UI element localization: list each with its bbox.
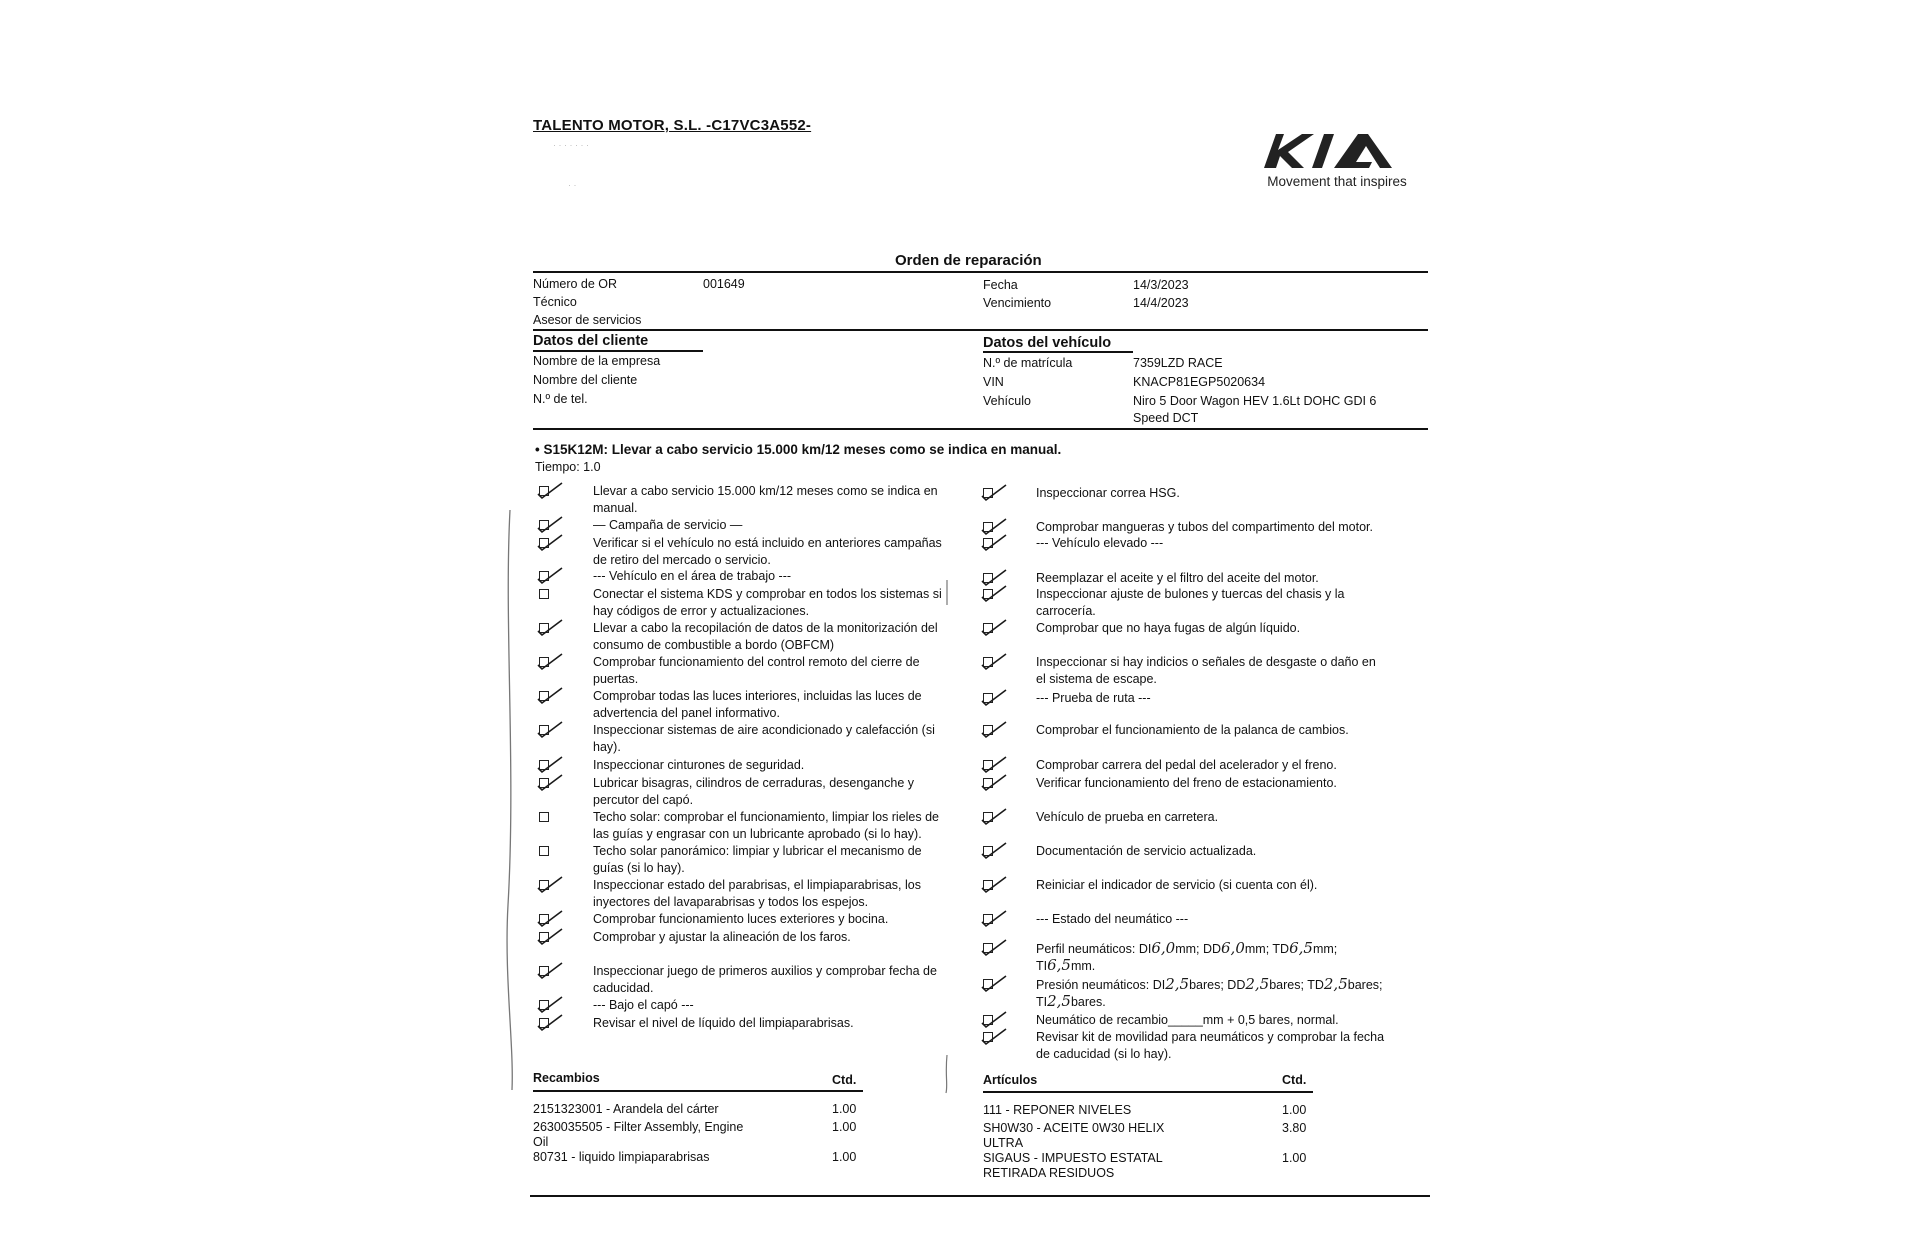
left-task-item-line: Revisar el nivel de líquido del limpiaparabrisas. (593, 1016, 854, 1030)
articulo-description: SIGAUS - IMPUESTO ESTATAL (983, 1151, 1163, 1165)
check-mark-icon (536, 480, 566, 502)
check-mark-icon (980, 937, 1010, 959)
check-mark-icon (536, 1012, 566, 1034)
right-task-item (1036, 690, 1401, 707)
right-task-checkbox[interactable] (980, 651, 1010, 673)
left-task-item (593, 722, 958, 755)
right-task-checkbox[interactable] (980, 806, 1010, 828)
check-mark-icon (980, 532, 1010, 554)
left-task-checkbox[interactable] (536, 583, 566, 605)
matricula-label: N.º de matrícula (983, 356, 1073, 370)
left-task-checkbox[interactable] (536, 874, 566, 896)
tecnico-label: Técnico (533, 295, 577, 309)
right-task-item-line: Inspeccionar ajuste de bulones y tuercas del chasis y la (1036, 587, 1345, 601)
right-task-item (1036, 519, 1401, 536)
right-task-item (1036, 911, 1401, 928)
matricula-value: 7359LZD RACE (1133, 356, 1223, 370)
left-task-item-line: advertencia del panel informativo. (593, 705, 780, 720)
right-task-item (1036, 877, 1401, 894)
left-task-checkbox[interactable] (536, 772, 566, 794)
right-task-item-line: Inspeccionar correa HSG. (1036, 486, 1180, 500)
perfil-line: Perfil neumáticos: DI6,0mm; DD6,0mm; TD6,5mm; (1036, 939, 1338, 957)
kit-line-2: de caducidad (si lo hay). (1036, 1047, 1172, 1061)
margin-line-icon (942, 575, 952, 1095)
right-task-item-line: carrocería. (1036, 603, 1096, 618)
left-task-item (593, 568, 958, 585)
check-mark-icon (980, 1026, 1010, 1048)
brand-slogan: Movement that inspires (1267, 174, 1407, 189)
left-task-item-line: guías (si lo hay). (593, 860, 685, 875)
check-mark-icon (980, 874, 1010, 896)
checkbox-box-icon (539, 589, 549, 599)
faded-text: · · · · · · · (553, 140, 589, 150)
tel-label: N.º de tel. (533, 392, 588, 406)
checkbox-box-icon (539, 846, 549, 856)
articulo-description: ULTRA (983, 1136, 1024, 1150)
asesor-label: Asesor de servicios (533, 313, 642, 327)
recambio-qty: 1.00 (832, 1120, 857, 1134)
vehiculo-heading: Datos del vehículo (983, 335, 1112, 351)
right-task-item (1036, 809, 1401, 826)
check-mark-icon (980, 651, 1010, 673)
left-task-item-line: percutor del capó. (593, 792, 694, 807)
left-task-item (593, 929, 958, 946)
right-task-checkbox[interactable] (980, 482, 1010, 504)
left-task-item-line: de retiro del mercado o servicio. (593, 552, 771, 567)
fecha-label: Fecha (983, 278, 1018, 292)
recambio-description: 2151323001 - Arandela del cárter (533, 1102, 719, 1116)
check-mark-icon (980, 908, 1010, 930)
document-title: Orden de reparación (895, 252, 1042, 269)
perfil-line-2: TI6,5mm. (1036, 956, 1096, 974)
check-mark-icon (980, 617, 1010, 639)
left-task-checkbox[interactable] (536, 532, 566, 554)
left-task-item-line: Comprobar funcionamiento del control remoto del cierre de (593, 655, 920, 669)
articulo-description: SH0W30 - ACEITE 0W30 HELIX (983, 1121, 1165, 1135)
left-task-item-line: --- Vehículo en el área de trabajo --- (593, 569, 792, 583)
left-task-item-line: puertas. (593, 671, 639, 686)
vin-value: KNACP81EGP5020634 (1133, 375, 1266, 389)
recambio-description: Oil (533, 1135, 549, 1149)
check-mark-icon (980, 719, 1010, 741)
left-task-item (593, 620, 958, 653)
vehiculo-value-2: Speed DCT (1133, 411, 1199, 425)
check-mark-icon (980, 806, 1010, 828)
articulo-row (983, 1121, 1223, 1151)
left-task-item (593, 757, 958, 774)
left-task-checkbox[interactable] (536, 926, 566, 948)
right-task-item (1036, 485, 1401, 502)
check-mark-icon (980, 772, 1010, 794)
recambios-qty-heading: Ctd. (832, 1073, 857, 1087)
right-task-item-line: --- Vehículo elevado --- (1036, 536, 1164, 550)
presion-line-2: TI2,5bares. (1036, 992, 1106, 1010)
left-task-checkbox[interactable] (536, 719, 566, 741)
left-task-item-line: Inspeccionar estado del parabrisas, el limpiaparabrisas, los (593, 878, 921, 892)
perfil-di-value: 6,0 (1151, 939, 1176, 957)
right-task-checkbox[interactable] (980, 772, 1010, 794)
left-task-item-line: Inspeccionar cinturones de seguridad. (593, 758, 805, 772)
right-task-item-line: Documentación de servicio actualizada. (1036, 844, 1257, 858)
left-task-item-line: Verificar si el vehículo no está incluido en anteriores campañas (593, 536, 942, 550)
kia-logo-icon (1262, 128, 1412, 172)
articulo-qty: 1.00 (1282, 1151, 1307, 1165)
check-mark-icon (536, 532, 566, 554)
recambio-description: 80731 - liquido limpiaparabrisas (533, 1150, 710, 1164)
left-task-checkbox[interactable] (536, 960, 566, 982)
check-mark-icon (980, 840, 1010, 862)
check-mark-icon (980, 583, 1010, 605)
left-task-item-line: Llevar a cabo servicio 15.000 km/12 meses como se indica en (593, 484, 938, 498)
left-task-checkbox[interactable] (536, 480, 566, 502)
right-task-item (1036, 775, 1401, 792)
left-task-item-line: — Campaña de servicio — (593, 518, 743, 532)
perfil-dd-value: 6,0 (1221, 939, 1245, 957)
left-task-item-line: inyectores del lavaparabrisas y todos los espejos. (593, 894, 869, 909)
empresa-label: Nombre de la empresa (533, 354, 661, 368)
left-task-item (593, 586, 958, 619)
check-mark-icon (536, 960, 566, 982)
left-task-item-line: consumo de combustible a bordo (OBFCM) (593, 637, 835, 652)
right-task-item-line: --- Estado del neumático --- (1036, 912, 1189, 926)
right-task-checkbox[interactable] (980, 532, 1010, 554)
check-mark-icon (536, 685, 566, 707)
left-task-item-line: hay códigos de error y actualizaciones. (593, 603, 810, 618)
presion-line: Presión neumáticos: DI2,5bares; DD2,5bares; TD2,5bares; (1036, 975, 1383, 993)
left-task-checkbox[interactable] (536, 685, 566, 707)
left-task-item-line: Techo solar: comprobar el funcionamiento, limpiar los rieles de (593, 810, 939, 824)
perfil-td-value: 6,5 (1289, 939, 1313, 957)
recambio-description: 2630035505 - Filter Assembly, Engine (533, 1120, 744, 1134)
left-task-item (593, 911, 958, 928)
left-task-item (593, 483, 958, 516)
right-task-checkbox[interactable] (980, 583, 1010, 605)
presion-dd-value: 2,5 (1245, 975, 1270, 993)
cliente-heading: Datos del cliente (533, 333, 649, 349)
right-task-checkbox[interactable] (980, 617, 1010, 639)
right-task-item-line: Vehículo de prueba en carretera. (1036, 810, 1219, 824)
right-task-item (1036, 757, 1401, 774)
right-task-item-line: --- Prueba de ruta --- (1036, 691, 1151, 705)
right-task-item-line: el sistema de escape. (1036, 671, 1157, 686)
recambio-row (533, 1120, 773, 1150)
right-task-item-line: Inspeccionar si hay indicios o señales de desgaste o daño en (1036, 655, 1376, 669)
check-mark-icon (536, 926, 566, 948)
left-task-checkbox[interactable] (536, 651, 566, 673)
left-task-item-line: Lubricar bisagras, cilindros de cerraduras, desenganche y (593, 776, 915, 790)
vehiculo-value-1: Niro 5 Door Wagon HEV 1.6Lt DOHC GDI 6 (1133, 394, 1377, 408)
left-task-item (593, 963, 958, 996)
left-task-item (593, 775, 958, 808)
right-task-item (1036, 843, 1401, 860)
right-task-item-line: Comprobar que no haya fugas de algún líquido. (1036, 621, 1301, 635)
perfil-ti-value: 6,5 (1047, 956, 1071, 974)
left-task-checkbox[interactable] (536, 617, 566, 639)
vin-label: VIN (983, 375, 1004, 389)
right-task-item-line: Reiniciar el indicador de servicio (si cuenta con él). (1036, 878, 1318, 892)
kit-checkbox[interactable] (980, 1026, 1010, 1048)
or-value: 001649 (703, 277, 745, 291)
service-time: Tiempo: 1.0 (535, 460, 601, 474)
left-task-item (593, 654, 958, 687)
check-mark-icon (980, 482, 1010, 504)
vehiculo-label: Vehículo (983, 394, 1031, 408)
right-task-item (1036, 570, 1401, 587)
left-task-item-line: manual. (593, 500, 638, 515)
check-mark-icon (980, 687, 1010, 709)
cliente-label: Nombre del cliente (533, 373, 638, 387)
right-task-item-line: Reemplazar el aceite y el filtro del aceite del motor. (1036, 571, 1319, 585)
articulo-row (983, 1103, 1223, 1118)
left-task-checkbox[interactable] (536, 840, 566, 862)
right-task-checkbox[interactable] (980, 908, 1010, 930)
left-task-item-line: caducidad. (593, 980, 654, 995)
right-task-item (1036, 535, 1401, 552)
right-task-item (1036, 620, 1401, 637)
right-task-checkbox[interactable] (980, 874, 1010, 896)
left-task-item (593, 877, 958, 910)
left-task-item-line: Comprobar todas las luces interiores, incluidas las luces de (593, 689, 922, 703)
left-task-item (593, 843, 958, 876)
check-mark-icon (536, 772, 566, 794)
left-task-item-line: Inspeccionar sistemas de aire acondicionado y calefacción (si (593, 723, 935, 737)
left-task-item-line: Inspeccionar juego de primeros auxilios y comprobar fecha de (593, 964, 937, 978)
articulo-qty: 3.80 (1282, 1121, 1307, 1135)
check-mark-icon (536, 874, 566, 896)
left-task-checkbox[interactable] (536, 806, 566, 828)
recambio-row (533, 1102, 773, 1117)
left-task-item-line: hay). (593, 739, 621, 754)
right-task-item (1036, 654, 1401, 687)
recambio-qty: 1.00 (832, 1150, 857, 1164)
articulos-heading: Artículos (983, 1073, 1038, 1087)
left-task-item-line: --- Bajo el capó --- (593, 998, 694, 1012)
vencimiento-label: Vencimiento (983, 296, 1052, 310)
check-mark-icon (536, 719, 566, 741)
articulo-row (983, 1151, 1223, 1181)
left-task-item-line: Conectar el sistema KDS y comprobar en todos los sistemas si (593, 587, 942, 601)
left-task-item-line: Llevar a cabo la recopilación de datos de la monitorización del (593, 621, 938, 635)
left-task-checkbox[interactable] (536, 1012, 566, 1034)
margin-brace-icon (500, 505, 530, 1095)
recambios-heading: Recambios (533, 1071, 600, 1085)
left-task-item-line: Comprobar y ajustar la alineación de los faros. (593, 930, 851, 944)
left-task-item (593, 688, 958, 721)
left-task-item (593, 1015, 958, 1032)
articulo-description: 111 - REPONER NIVELES (983, 1103, 1132, 1117)
recambio-row (533, 1150, 773, 1165)
left-task-item (593, 535, 958, 568)
left-task-item-line: las guías y engrasar con un lubricante aprobado (si lo hay). (593, 826, 922, 841)
company-name: TALENTO MOTOR, S.L. -C17VC3A552- (533, 117, 812, 134)
right-task-checkbox[interactable] (980, 719, 1010, 741)
right-task-checkbox[interactable] (980, 687, 1010, 709)
presion-di-value: 2,5 (1165, 975, 1190, 993)
presion-td-value: 2,5 (1323, 975, 1348, 993)
right-task-checkbox[interactable] (980, 840, 1010, 862)
check-mark-icon (536, 617, 566, 639)
left-task-item (593, 517, 958, 534)
or-label: Número de OR (533, 277, 618, 291)
left-task-item (593, 997, 958, 1014)
right-task-item-line: Comprobar el funcionamiento de la palanca de cambios. (1036, 723, 1349, 737)
right-task-item-line: Verificar funcionamiento del freno de estacionamiento. (1036, 776, 1337, 790)
presion-checkbox[interactable] (980, 973, 1010, 995)
left-task-item-line: Comprobar funcionamiento luces exteriores y bocina. (593, 912, 889, 926)
check-mark-icon (536, 651, 566, 673)
articulo-description: RETIRADA RESIDUOS (983, 1166, 1115, 1180)
recambio-line: Neumático de recambio_____mm + 0,5 bares, normal. (1036, 1013, 1339, 1027)
service-title: • S15K12M: Llevar a cabo servicio 15.000 km/12 meses como se indica en manual. (535, 442, 1062, 457)
left-task-item-line: Techo solar panorámico: limpiar y lubricar el mecanismo de (593, 844, 922, 858)
right-task-item-line: Comprobar carrera del pedal del acelerador y el freno. (1036, 758, 1337, 772)
perfil-checkbox[interactable] (980, 937, 1010, 959)
right-task-item (1036, 586, 1401, 619)
recambio-qty: 1.00 (832, 1102, 857, 1116)
right-task-item-line: Comprobar mangueras y tubos del compartimento del motor. (1036, 520, 1373, 534)
kit-line-1: Revisar kit de movilidad para neumáticos y comprobar la fecha (1036, 1030, 1385, 1044)
check-mark-icon (980, 973, 1010, 995)
articulos-qty-heading: Ctd. (1282, 1073, 1307, 1087)
articulo-qty: 1.00 (1282, 1103, 1307, 1117)
left-task-item (593, 809, 958, 842)
faded-text: · · (568, 180, 577, 190)
fecha-value: 14/3/2023 (1133, 278, 1189, 292)
presion-ti-value: 2,5 (1047, 992, 1071, 1010)
vencimiento-value: 14/4/2023 (1133, 296, 1189, 310)
checkbox-box-icon (539, 812, 549, 822)
right-task-item (1036, 722, 1401, 739)
